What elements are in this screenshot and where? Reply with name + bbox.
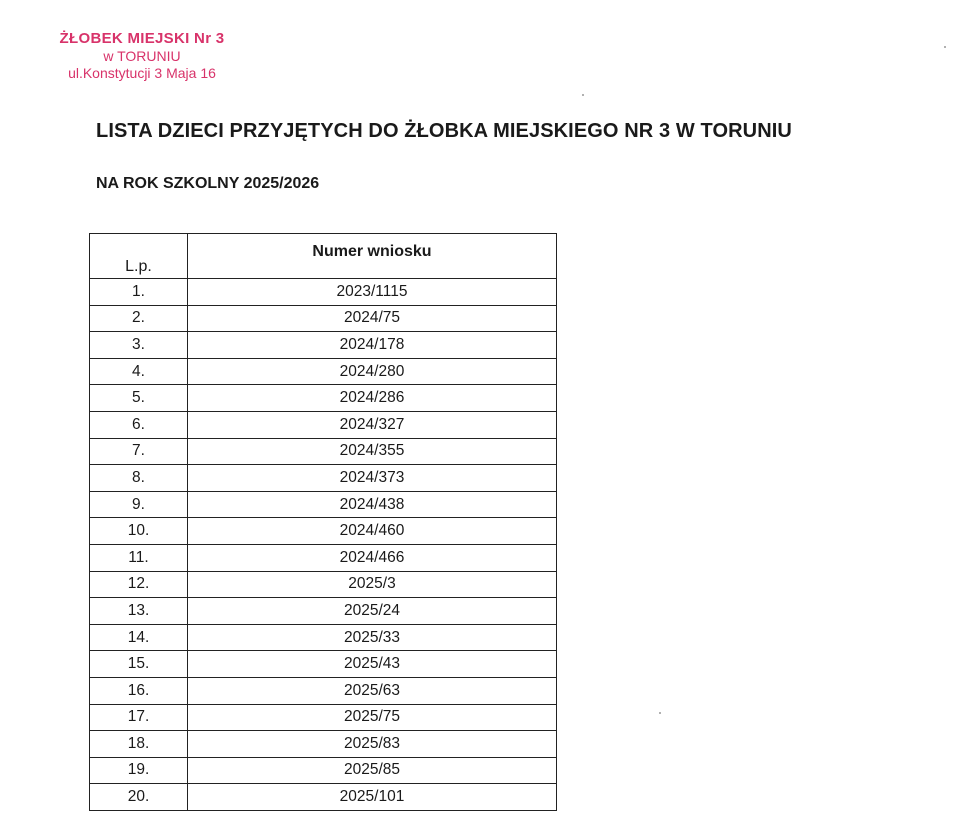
row-lp: 13. xyxy=(90,598,188,625)
row-application-number: 2025/63 xyxy=(188,677,557,704)
table-row xyxy=(90,305,557,332)
table-row xyxy=(90,491,557,518)
row-application-number: 2024/280 xyxy=(188,358,557,385)
header-application-number: Numer wniosku xyxy=(188,234,557,279)
row-application-number: 2025/83 xyxy=(188,731,557,758)
row-application-number: 2024/373 xyxy=(188,465,557,492)
row-application-number: 2024/286 xyxy=(188,385,557,412)
table-row xyxy=(90,784,557,811)
row-application-number: 2025/75 xyxy=(188,704,557,731)
row-lp: 18. xyxy=(90,731,188,758)
row-application-number: 2024/327 xyxy=(188,411,557,438)
row-lp: 2. xyxy=(90,305,188,332)
table-row xyxy=(90,332,557,359)
scan-speck xyxy=(659,712,661,714)
scan-speck xyxy=(944,46,946,48)
row-application-number: 2024/466 xyxy=(188,544,557,571)
table-row xyxy=(90,731,557,758)
table-row xyxy=(90,757,557,784)
row-lp: 8. xyxy=(90,465,188,492)
table-body xyxy=(90,279,557,811)
row-application-number: 2024/75 xyxy=(188,305,557,332)
row-lp: 17. xyxy=(90,704,188,731)
row-application-number: 2025/85 xyxy=(188,757,557,784)
row-lp: 14. xyxy=(90,624,188,651)
row-lp: 19. xyxy=(90,757,188,784)
row-lp: 10. xyxy=(90,518,188,545)
table-row xyxy=(90,358,557,385)
row-application-number: 2024/460 xyxy=(188,518,557,545)
row-lp: 11. xyxy=(90,544,188,571)
table-row xyxy=(90,598,557,625)
table-header-row xyxy=(90,234,557,279)
table-row xyxy=(90,465,557,492)
row-lp: 9. xyxy=(90,491,188,518)
document-subtitle: NA ROK SZKOLNY 2025/2026 xyxy=(96,175,320,192)
table-row xyxy=(90,279,557,306)
row-application-number: 2023/1115 xyxy=(188,279,557,306)
row-lp: 12. xyxy=(90,571,188,598)
table-row xyxy=(90,651,557,678)
row-lp: 7. xyxy=(90,438,188,465)
row-lp: 15. xyxy=(90,651,188,678)
row-lp: 16. xyxy=(90,677,188,704)
row-lp: 6. xyxy=(90,411,188,438)
row-lp: 5. xyxy=(90,385,188,412)
table-row xyxy=(90,704,557,731)
row-lp: 20. xyxy=(90,784,188,811)
table-row xyxy=(90,624,557,651)
document-title: LISTA DZIECI PRZYJĘTYCH DO ŻŁOBKA MIEJSKIEGO NR 3 W TORUNIU xyxy=(96,120,792,142)
row-lp: 4. xyxy=(90,358,188,385)
header-lp: L.p. xyxy=(90,234,188,279)
scan-speck xyxy=(582,94,584,96)
table-row xyxy=(90,411,557,438)
table-row xyxy=(90,518,557,545)
institution-stamp xyxy=(22,30,262,82)
row-application-number: 2024/355 xyxy=(188,438,557,465)
row-application-number: 2025/24 xyxy=(188,598,557,625)
table-row xyxy=(90,438,557,465)
stamp-name: ŻŁOBEK MIEJSKI Nr 3 xyxy=(59,30,225,47)
stamp-address: ul.Konstytucji 3 Maja 16 xyxy=(68,65,216,82)
stamp-city: w TORUNIU xyxy=(103,48,181,65)
table-row xyxy=(90,385,557,412)
row-application-number: 2025/33 xyxy=(188,624,557,651)
row-application-number: 2024/178 xyxy=(188,332,557,359)
row-lp: 1. xyxy=(90,279,188,306)
row-lp: 3. xyxy=(90,332,188,359)
admitted-children-table xyxy=(89,233,557,811)
row-application-number: 2024/438 xyxy=(188,491,557,518)
row-application-number: 2025/3 xyxy=(188,571,557,598)
table-row xyxy=(90,544,557,571)
table-row xyxy=(90,571,557,598)
row-application-number: 2025/101 xyxy=(188,784,557,811)
table-row xyxy=(90,677,557,704)
row-application-number: 2025/43 xyxy=(188,651,557,678)
